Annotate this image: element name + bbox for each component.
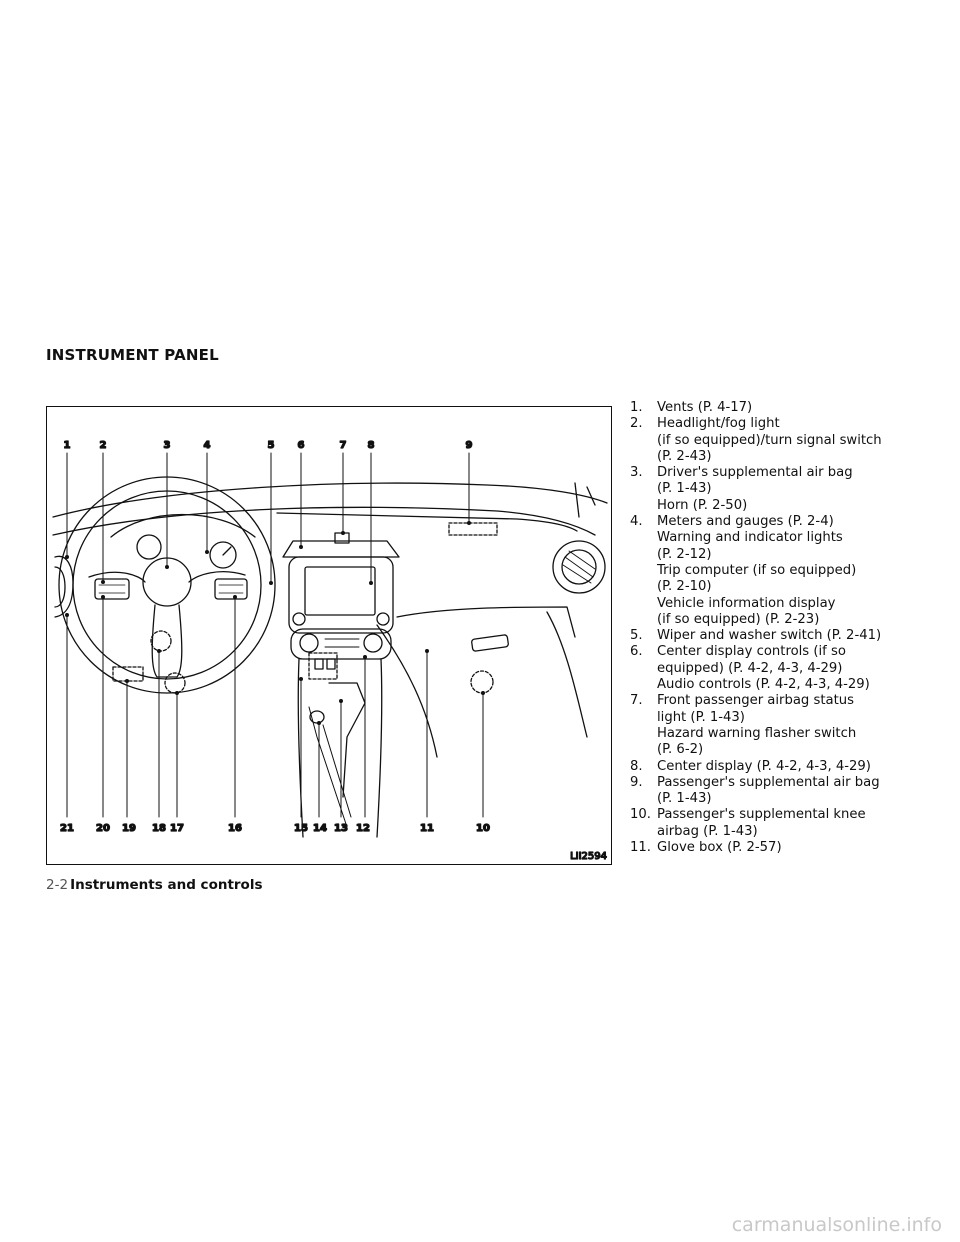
callout-item-5: 5. Wiper and washer switch (P. 2-41) xyxy=(630,628,882,644)
callout-number-5: 5 xyxy=(267,440,275,451)
callout-number-14: 14 xyxy=(313,823,327,834)
callout-number-13: 13 xyxy=(334,823,348,834)
callout-number-15: 15 xyxy=(294,823,308,834)
callout-number-12: 12 xyxy=(356,823,370,834)
callout-number-10: 10 xyxy=(476,823,490,834)
callout-item-9: 9. Passenger's supplemental air bag (P. 1-43) xyxy=(630,774,880,807)
instrument-panel-figure xyxy=(46,406,612,865)
callout-number-21: 21 xyxy=(60,823,74,834)
page-footer xyxy=(46,877,263,893)
callout-number-8: 8 xyxy=(367,440,375,451)
callout-item-11: 11. Glove box (P. 2-57) xyxy=(630,840,782,856)
callout-item-7: 7. Front passenger airbag status light (P. 1-43) Hazard warning flasher switch (P. 6-2) xyxy=(630,693,857,758)
callout-item-3: 3. Driver's supplemental air bag (P. 1-43) Horn (P. 2-50) xyxy=(630,465,853,513)
callout-number-6: 6 xyxy=(297,440,305,451)
callout-number-16: 16 xyxy=(228,823,242,834)
callout-number-19: 19 xyxy=(122,823,136,834)
callout-list xyxy=(630,400,930,856)
section-title: INSTRUMENT PANEL xyxy=(46,346,219,364)
callout-number-17: 17 xyxy=(170,823,184,834)
callout-item-6: 6. Center display controls (if so equipped) (P. 4-2, 4-3, 4-29) Audio controls (P. 4-2, 4-3, 4-29) xyxy=(630,644,870,693)
callout-number-1: 1 xyxy=(63,440,71,451)
callout-number-11: 11 xyxy=(420,823,434,834)
callout-number-20: 20 xyxy=(96,823,110,834)
callout-item-1: 1. Vents (P. 4-17) xyxy=(630,400,753,415)
callout-number-9: 9 xyxy=(465,440,473,451)
callout-number-18: 18 xyxy=(152,823,166,834)
callout-number-7: 7 xyxy=(339,440,347,451)
callout-item-10: 10. Passenger's supplemental knee airbag (P. 1-43) xyxy=(630,807,866,839)
callout-number-3: 3 xyxy=(163,440,171,451)
callout-item-4: 4. Meters and gauges (P. 2-4) Warning and indicator lights (P. 2-12) Trip computer (if so equipped) (P. 2-10) Vehicle information display (if so equipped) (P. 2-23) xyxy=(630,514,857,627)
page-number: 2-2 xyxy=(46,877,69,893)
callout-number-2: 2 xyxy=(99,440,107,451)
chapter-title: Instruments and controls xyxy=(70,877,263,893)
dashboard-illustration xyxy=(47,407,613,866)
callout-item-2: 2. Headlight/fog light (if so equipped)/turn signal switch (P. 2-43) xyxy=(630,416,882,464)
callout-number-4: 4 xyxy=(203,440,211,451)
callout-item-8: 8. Center display (P. 4-2, 4-3, 4-29) xyxy=(630,758,871,774)
figure-id-label: LII2594 xyxy=(570,851,607,862)
watermark: carmanualsonline.info xyxy=(731,1214,942,1236)
